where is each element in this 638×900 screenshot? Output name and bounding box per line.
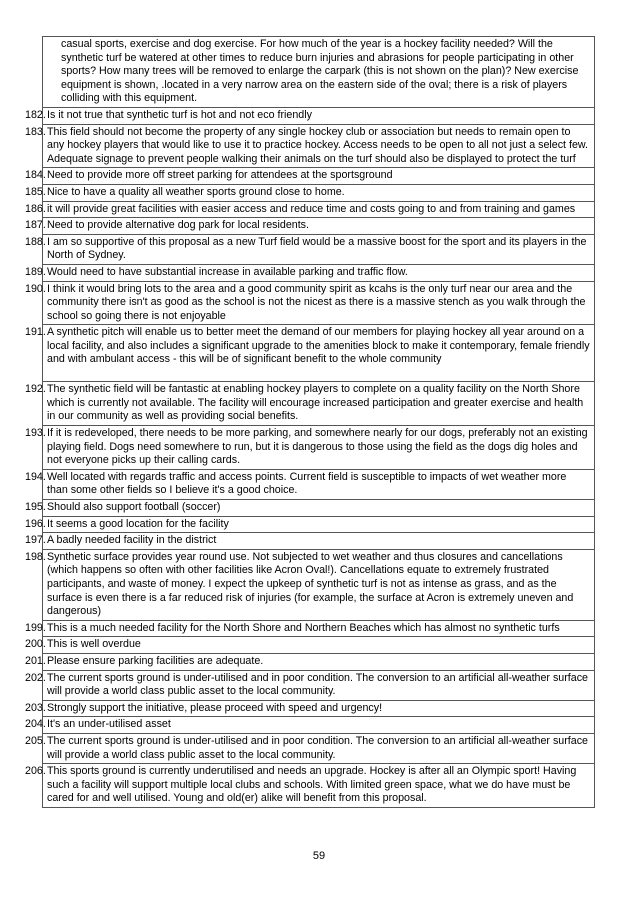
comment-number: 187.	[25, 219, 46, 232]
table-row	[43, 637, 595, 654]
comment-number: 190.	[25, 282, 46, 295]
comment-text: The current sports ground is under-utilised and in poor condition. The conversion to an artificial all-weather surface will provide a world class public asset to the local community.	[47, 734, 588, 761]
comment-number: 196.	[25, 517, 46, 530]
continuation-text: casual sports, exercise and dog exercise. For how much of the year is a hockey facility needed? Will the synthetic turf be watered at other times to reduce burn injuries and abrasions for people participating in other sports? How many trees will be removed to enlarge the carpark (this is not shown on the plan)? New exercise equipment is shown, .located in a very narrow area on the eastern side of the oval; there is a risk of players colliding with this equipment.	[43, 37, 595, 108]
comment-number: 205.	[25, 734, 46, 747]
comment-text: Synthetic surface provides year round use. Not subjected to wet weather and thus closures and cancellations (which happens so often with other facilities like Acron Oval!). Cancellations equate to extremely frustrated participants, and waste of money. I expect the upkeep of synthetic turf is not as intense as grass, and as the surface is even there is a far reduced risk of injuries (for example, the surface at Acron is extremely uneven and dangerous)	[47, 550, 574, 618]
comment-number: 198.	[25, 550, 46, 563]
comment-text: Well located with regards traffic and access points. Current field is susceptible to impacts of wet weather more than some other fields so I believe it's a good choice.	[47, 470, 567, 497]
comment-number: 201.	[25, 654, 46, 667]
comment-number: 203.	[25, 701, 46, 714]
table-row	[43, 168, 595, 185]
table-row	[43, 653, 595, 670]
comment-number: 192.	[25, 383, 46, 396]
table-row	[43, 764, 595, 808]
table-row	[43, 733, 595, 763]
comment-text: A synthetic pitch will enable us to better meet the demand of our members for playing hockey all year around on a local facility, and also includes a significant upgrade to the amenities block to make it contemporary, female friendly and with ambulant access - this will be of significant benefit to the whole community	[47, 326, 590, 366]
comment-text: A badly needed facility in the district	[47, 534, 217, 547]
comment-text: it will provide great facilities with easier access and reduce time and costs going to and from training and games	[47, 202, 576, 215]
comment-text: The synthetic field will be fantastic at enabling hockey players to complete on a quality facility on the North Shore which is currently not available. The facility will encourage increased participation and greater exercise and health in our community as well as providing social benefits.	[47, 383, 584, 423]
comment-number: 182.	[25, 108, 46, 121]
comment-text: The current sports ground is under-utilised and in poor condition. The conversion to an artificial all-weather surface will provide a world class public asset to the local community.	[47, 671, 588, 698]
comment-text: This is well overdue	[47, 638, 141, 651]
table-row	[43, 469, 595, 499]
comment-number: 191.	[25, 326, 46, 339]
comment-number: 193.	[25, 427, 46, 440]
table-row	[43, 264, 595, 281]
comment-number: 185.	[25, 185, 46, 198]
comment-number: 204.	[25, 718, 46, 731]
table-row	[43, 124, 595, 168]
table-row	[43, 184, 595, 201]
comment-number: 200.	[25, 638, 46, 651]
comment-text: I am so supportive of this proposal as a new Turf field would be a massive boost for the sport and its players in the North of Sydney.	[47, 235, 587, 262]
table-row	[43, 107, 595, 124]
table-row	[43, 37, 595, 108]
comment-text: Is it not true that synthetic turf is hot and not eco friendly	[47, 108, 312, 121]
table-row	[43, 717, 595, 734]
table-row	[43, 500, 595, 517]
table-row	[43, 533, 595, 550]
table-row	[43, 670, 595, 700]
comment-text: It's an under-utilised asset	[47, 718, 171, 731]
table-row	[43, 382, 595, 426]
table-row	[43, 620, 595, 637]
comment-text: I think it would bring lots to the area and a good community spirit as kcahs is the only turf near our area and the community there isn't as good as the school is not the nicest as there is a massive stench as you walk through the school so going there is not enjoyable	[47, 282, 586, 322]
table-row	[43, 234, 595, 264]
comment-number: 199.	[25, 621, 46, 634]
table-row	[43, 281, 595, 325]
comment-text: It seems a good location for the facility	[47, 517, 229, 530]
comment-number: 189.	[25, 265, 46, 278]
table-row	[43, 426, 595, 470]
comment-number: 197.	[25, 534, 46, 547]
comments-table	[25, 36, 595, 808]
table-row	[43, 549, 595, 620]
comment-number: 188.	[25, 235, 46, 248]
table-row	[43, 218, 595, 235]
comment-text: If it is redeveloped, there needs to be more parking, and somewhere nearly for our dogs, preferably not an existing playing field. Dogs need somewhere to run, but it is dangerous to those using the field as the dogs dig holes and not everyone picks up their calling cards.	[47, 427, 588, 467]
comment-text: Need to provide more off street parking for attendees at the sportsground	[47, 169, 393, 182]
comment-text: Please ensure parking facilities are adequate.	[47, 654, 264, 667]
comment-number: 194.	[25, 470, 46, 483]
comment-text: Would need to have substantial increase in available parking and traffic flow.	[47, 265, 408, 278]
comment-text: This sports ground is currently underutilised and needs an upgrade. Hockey is after all an Olympic sport! Having such a facility will support multiple local clubs and schools. With limited green space, what we do have must be cared for and well utilised. Young and old(er) alike will benefit from this proposal.	[47, 765, 577, 805]
comment-text: This is a much needed facility for the North Shore and Northern Beaches which has almost no synthetic turfs	[47, 621, 560, 634]
comment-number: 202.	[25, 671, 46, 684]
comment-number: 184.	[25, 169, 46, 182]
page-number: 59	[312, 850, 326, 862]
comment-text: Strongly support the initiative, please proceed with speed and urgency!	[47, 701, 383, 714]
comment-text: Nice to have a quality all weather sports ground close to home.	[47, 185, 345, 198]
comment-text: This field should not become the property of any single hockey club or association but needs to remain open to any hockey players that would like to use it to practice hockey. Access needs to be open to all not just a select few. Adequate signage to prevent people walking their animals on the turf should also be displayed to protect the turf	[47, 125, 589, 165]
table-row	[43, 700, 595, 717]
table-row	[43, 325, 595, 382]
comment-number: 195.	[25, 501, 46, 514]
table-row	[43, 516, 595, 533]
comment-text: Need to provide alternative dog park for local residents.	[47, 219, 309, 232]
comment-number: 183.	[25, 125, 46, 138]
table-row	[43, 201, 595, 218]
comment-number: 186.	[25, 202, 46, 215]
comment-number: 206.	[25, 765, 46, 778]
comment-text: Should also support football (soccer)	[47, 501, 221, 514]
